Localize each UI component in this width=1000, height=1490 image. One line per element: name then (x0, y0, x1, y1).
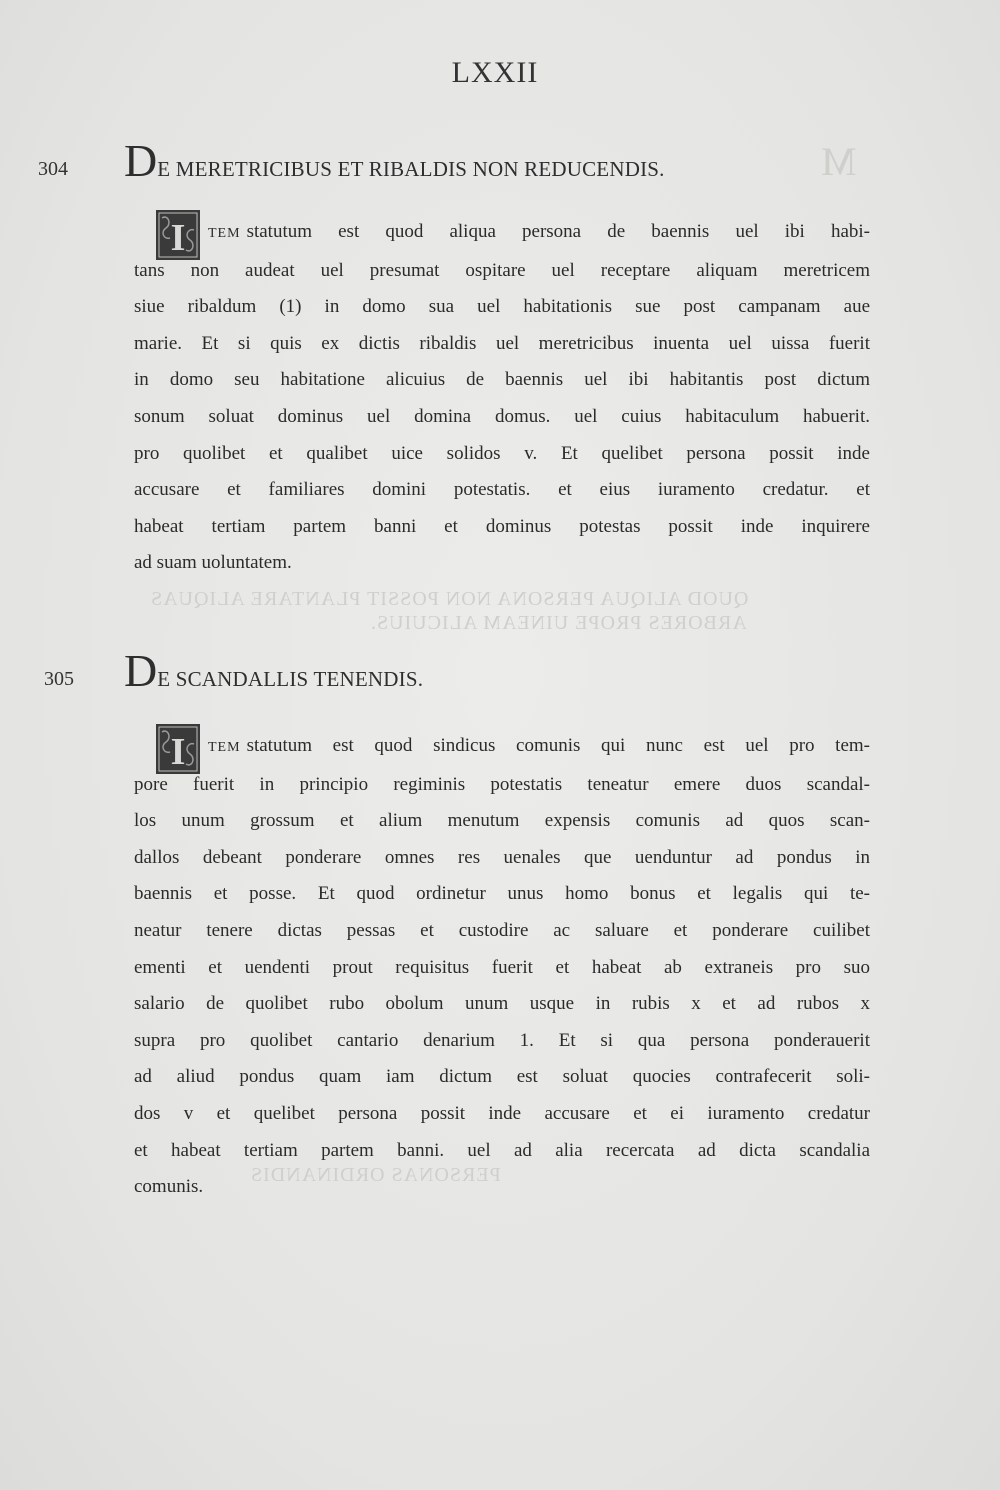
heading-capital: D (124, 645, 158, 696)
body-line (134, 728, 870, 773)
body-line: supra pro quolibet cantario denarium 1. Et si qua persona ponderauerit (134, 1029, 870, 1051)
section-body-305 (134, 728, 870, 1206)
line-text: statutum est quod sindicus comunis qui nunc est uel pro tem- (246, 735, 870, 756)
body-line: ementi et uendenti prout requisitus fuerit et habeat ab extraneis pro suo (134, 956, 870, 978)
body-line: ad aliud pondus quam iam dictum est soluat quocies contrafecerit soli- (134, 1066, 870, 1088)
body-line: neatur tenere dictas pessas et custodire ac saluare et ponderare cuilibet (134, 919, 870, 941)
lead-word: TEM (208, 226, 241, 241)
body-line (134, 214, 870, 259)
decorated-initial-icon (156, 724, 200, 774)
show-through-mark: PERSONAS ORDINANDIS (250, 1164, 501, 1186)
body-line: in domo seu habitatione alicuius de baennis uel ibi habitantis post dictum (134, 369, 870, 391)
body-line: tans non audeat uel presumat ospitare uel receptare aliquam meretricem (134, 259, 870, 281)
body-line: comunis. (134, 1176, 204, 1198)
show-through-mark: M (820, 139, 857, 184)
initial-letter: I (170, 217, 186, 259)
section-body-304 (134, 214, 870, 582)
body-line: et habeat tertiam partem banni. uel ad alia recercata ad dicta scandalia (134, 1139, 870, 1161)
body-line: sonum soluat dominus uel domina domus. uel cuius habitaculum habuerit. (134, 405, 870, 427)
folio-numeral: LXXII (451, 56, 539, 89)
heading-capital: D (124, 135, 158, 186)
entry-number-304: 304 (38, 158, 68, 180)
heading-text: E SCANDALLIS TENENDIS. (157, 667, 424, 691)
body-line: baennis et posse. Et quod ordinetur unus homo bonus et legalis qui te- (134, 883, 870, 905)
body-line: dallos debeant ponderare omnes res uenales que uenduntur ad pondus in (134, 846, 870, 868)
entry-number-305: 305 (44, 668, 74, 690)
body-line: los unum grossum et alium menutum expensis comunis ad quos scan- (134, 810, 870, 832)
body-line: pore fuerit in principio regiminis potestatis teneatur emere duos scandal- (134, 773, 870, 795)
body-line: accusare et familiares domini potestatis. et eius iuramento credatur. et (134, 479, 870, 501)
body-line: ad suam uoluntatem. (134, 552, 292, 574)
heading-text: E MERETRICIBUS ET RIBALDIS NON REDUCENDIS. (157, 157, 665, 181)
initial-letter: I (170, 731, 186, 773)
body-line: marie. Et si quis ex dictis ribaldis uel meretricibus inuenta uel uissa fuerit (134, 332, 870, 354)
body-line: siue ribaldum (1) in domo sua uel habitationis sue post campanam aue (134, 296, 870, 318)
body-line: dos v et quelibet persona possit inde accusare et ei iuramento credatur (134, 1102, 870, 1124)
section-heading-304 (124, 134, 665, 187)
section-heading-305 (124, 644, 423, 697)
body-line: pro quolibet et qualibet uice solidos v. Et quelibet persona possit inde (134, 442, 870, 464)
show-through-mark: ARBORES PROPE UINEAM ALICUIUS. (370, 612, 747, 634)
lead-word: TEM (208, 740, 241, 755)
line-text: statutum est quod aliqua persona de baennis uel ibi habi- (246, 221, 870, 242)
body-line: salario de quolibet rubo obolum unum usque in rubis x et ad rubos x (134, 993, 870, 1015)
body-line: habeat tertiam partem banni et dominus potestas possit inde inquirere (134, 515, 870, 537)
decorated-initial-icon (156, 210, 200, 260)
show-through-mark: QUOD ALIQUA PERSONA NON POSSIT PLANTARE ALIQUAS (150, 588, 749, 610)
